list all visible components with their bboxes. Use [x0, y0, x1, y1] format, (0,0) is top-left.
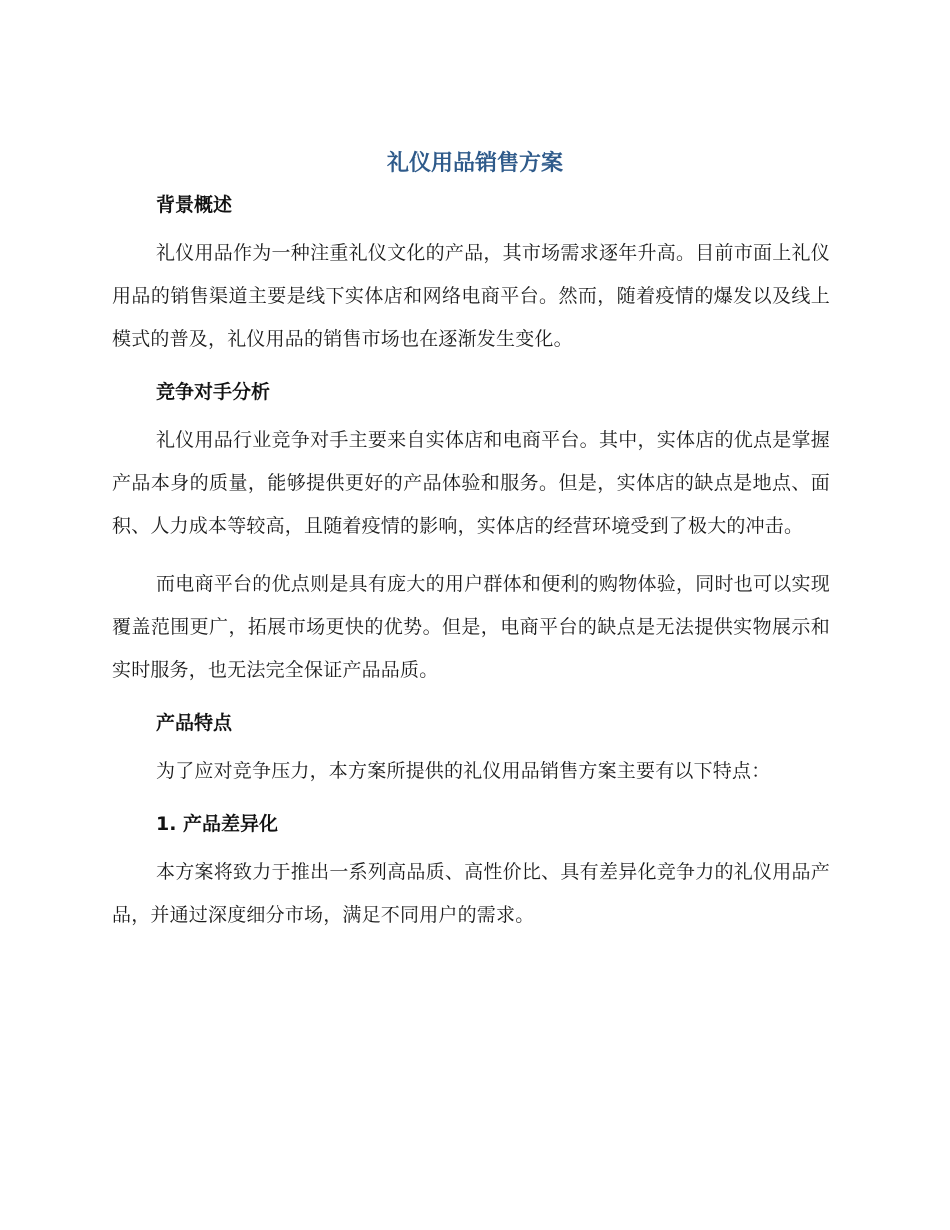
- section-heading: 1. 产品差异化: [156, 813, 279, 835]
- document-title: 礼仪用品销售方案: [386, 151, 563, 176]
- section-competitor-analysis: [112, 377, 830, 708]
- paragraph: 本方案将致力于推出一系列高品质、高性价比、具有差异化竞争力的礼仪用品产品，并通过深度细分市场，满足不同用户的需求。: [112, 861, 830, 926]
- section-product-differentiation: [112, 809, 830, 937]
- paragraph: 而电商平台的优点则是具有庞大的用户群体和便利的购物体验，同时也可以实现覆盖范围更广，拓展市场更快的优势。但是，电商平台的缺点是无法提供实物展示和实时服务，也无法完全保证产品品质。: [112, 573, 830, 681]
- section-background: [112, 190, 830, 377]
- section-product-features: [112, 708, 830, 809]
- section-heading: 产品特点: [156, 712, 233, 734]
- paragraph: 礼仪用品行业竞争对手主要来自实体店和电商平台。其中，实体店的优点是掌握产品本身的质量，能够提供更好的产品体验和服务。但是，实体店的缺点是地点、面积、人力成本等较高，且随着疫情的影响，实体店的经营环境受到了极大的冲击。: [112, 429, 830, 537]
- document-body: [112, 190, 830, 937]
- paragraph: 为了应对竞争压力，本方案所提供的礼仪用品销售方案主要有以下特点：: [156, 760, 771, 782]
- paragraph: 礼仪用品作为一种注重礼仪文化的产品，其市场需求逐年升高。目前市面上礼仪用品的销售渠道主要是线下实体店和网络电商平台。然而，随着疫情的爆发以及线上模式的普及，礼仪用品的销售市场也在逐渐发生变化。: [112, 242, 830, 350]
- section-heading: 背景概述: [156, 194, 233, 216]
- section-heading: 竞争对手分析: [156, 381, 271, 403]
